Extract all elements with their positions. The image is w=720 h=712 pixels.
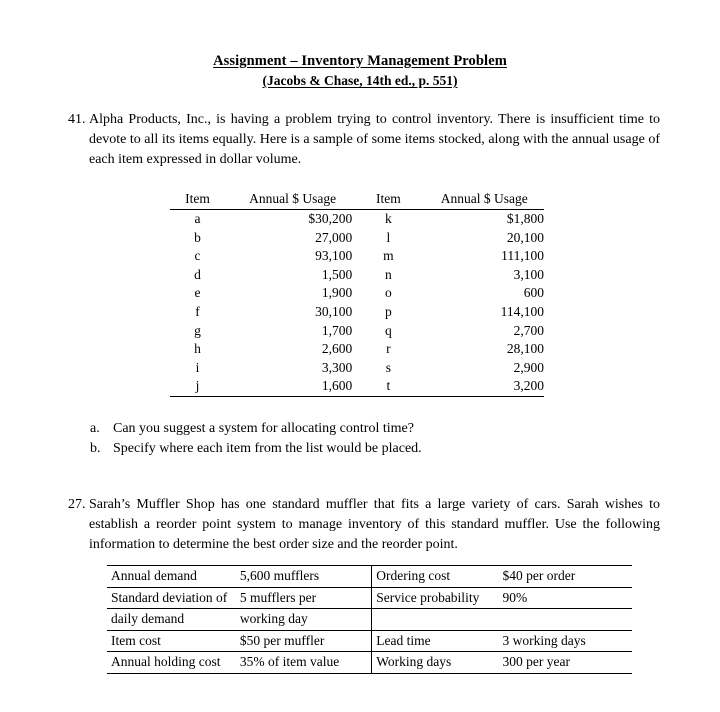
problem-41-text: Alpha Products, Inc., is having a problem trying to control inventory. There is insufficient time to devote to all its items equally. Here is a sample of some items stocked, along with the annual usage of each item expressed in dollar volume. xyxy=(89,112,660,167)
cell-item-left: i xyxy=(195,359,200,375)
item-usage-table-head xyxy=(170,190,544,210)
fact-label-annual-holding-cost: Annual holding cost xyxy=(107,652,236,674)
cell-usage-left: 93,100 xyxy=(315,248,353,264)
cell-usage-right: 28,100 xyxy=(506,341,544,357)
table-row xyxy=(107,630,632,652)
fact-label-std-deviation-cont: daily demand xyxy=(107,609,236,631)
cell-item-left: b xyxy=(194,229,201,245)
table-row xyxy=(170,266,544,285)
problem-27-number: 27. xyxy=(68,497,86,512)
cell-item-right: m xyxy=(383,248,394,264)
problem-41-number: 41. xyxy=(68,112,86,127)
fact-value-working-days: 300 per year xyxy=(499,652,632,674)
document-title xyxy=(0,52,720,90)
cell-item-right: q xyxy=(385,322,392,338)
fact-value-lead-time: 3 working days xyxy=(499,630,632,652)
fact-value-service-probability: 90% xyxy=(499,587,632,609)
table-row xyxy=(107,566,632,588)
subquestion-a-text: Can you suggest a system for allocating control time? xyxy=(113,421,414,436)
table-row-continuation xyxy=(107,609,632,631)
cell-item-right: k xyxy=(385,211,392,226)
table-row xyxy=(170,247,544,266)
header-item-left: Item xyxy=(185,191,210,206)
cell-usage-left: 1,600 xyxy=(321,378,353,394)
cell-item-left: c xyxy=(194,248,201,264)
cell-usage-right: 600 xyxy=(523,285,544,301)
cell-usage-right: 111,100 xyxy=(501,248,544,264)
fact-label-lead-time: Lead time xyxy=(372,630,499,652)
fact-value-annual-demand: 5,600 mufflers xyxy=(236,566,372,588)
cell-item-right: t xyxy=(386,378,391,394)
fact-label-ordering-cost: Ordering cost xyxy=(372,566,499,588)
subquestion-a xyxy=(90,419,422,439)
cell-usage-right: 114,100 xyxy=(500,303,544,319)
cell-usage-left: 1,500 xyxy=(321,266,353,282)
problem-41-subquestions xyxy=(90,419,422,458)
item-usage-table xyxy=(170,190,544,397)
item-usage-table-body xyxy=(170,210,544,397)
cell-item-right: l xyxy=(386,229,391,245)
fact-label-working-days: Working days xyxy=(372,652,499,674)
cell-item-right: s xyxy=(385,359,392,375)
header-item-right: Item xyxy=(376,191,401,206)
fact-label-item-cost: Item cost xyxy=(107,630,236,652)
table-header-row xyxy=(170,190,544,210)
table-row xyxy=(170,303,544,322)
fact-value-std-deviation: 5 mufflers per xyxy=(236,587,372,609)
cell-item-left: h xyxy=(194,341,201,357)
table-row xyxy=(170,210,544,229)
header-usage-left: Annual $ Usage xyxy=(249,191,337,206)
fact-value-annual-holding-cost: 35% of item value xyxy=(236,652,372,674)
table-row xyxy=(107,652,632,674)
cell-item-left: f xyxy=(195,303,200,319)
fact-label-annual-demand: Annual demand xyxy=(107,566,236,588)
problem-27-text: Sarah’s Muffler Shop has one standard muffler that fits a large variety of cars. Sarah wishes to establish a reorder point system to manage inventory of this standard muffler. Use the following information to determine the best order size and the reorder point. xyxy=(89,497,660,552)
cell-usage-left: 1,700 xyxy=(321,322,353,338)
cell-usage-left: 30,100 xyxy=(315,303,353,319)
title-text-main: Assignment – Inventory Management Problem xyxy=(213,53,507,69)
cell-item-left: g xyxy=(194,322,201,338)
table-row xyxy=(170,322,544,341)
cell-usage-right: 3,200 xyxy=(513,378,544,394)
table-row xyxy=(170,284,544,303)
cell-item-left: a xyxy=(194,211,201,226)
cell-usage-left: 1,900 xyxy=(321,285,353,301)
cell-item-right: r xyxy=(386,341,391,357)
cell-usage-left: 2,600 xyxy=(321,341,353,357)
cell-item-left: d xyxy=(194,266,201,282)
cell-usage-right: 3,100 xyxy=(513,266,544,282)
problem-41 xyxy=(68,110,660,170)
subquestion-b-text: Specify where each item from the list would be placed. xyxy=(113,440,422,456)
fact-label-empty xyxy=(372,609,499,631)
table-row xyxy=(170,359,544,378)
cell-usage-right: $1,800 xyxy=(506,211,544,226)
subquestion-a-marker: a. xyxy=(90,421,100,436)
subquestion-b xyxy=(90,439,422,459)
table-row xyxy=(170,340,544,359)
fact-value-item-cost: $50 per muffler xyxy=(236,630,372,652)
cell-item-right: o xyxy=(385,285,392,301)
muffler-facts-table-body xyxy=(107,566,632,674)
subquestion-b-marker: b. xyxy=(90,440,101,456)
cell-usage-right: 2,700 xyxy=(513,322,544,338)
cell-usage-left: 27,000 xyxy=(315,229,353,245)
cell-item-right: p xyxy=(385,303,392,319)
cell-item-right: n xyxy=(385,266,392,282)
cell-usage-left: 3,300 xyxy=(321,359,353,375)
fact-label-service-probability: Service probability xyxy=(372,587,499,609)
fact-value-empty xyxy=(499,609,632,631)
cell-item-left: e xyxy=(194,285,201,301)
problem-27 xyxy=(68,495,660,555)
table-row xyxy=(170,377,544,396)
title-line-secondary xyxy=(0,71,720,90)
table-row xyxy=(107,587,632,609)
cell-usage-right: 2,900 xyxy=(513,359,544,375)
cell-usage-right: 20,100 xyxy=(506,229,544,245)
cell-item-left: j xyxy=(195,378,200,394)
title-text-citation: (Jacobs & Chase, 14th ed., p. 551) xyxy=(262,73,458,88)
muffler-facts-table xyxy=(107,565,632,674)
cell-usage-left: $30,200 xyxy=(308,211,353,226)
table-row xyxy=(170,229,544,248)
fact-value-std-deviation-cont: working day xyxy=(236,609,372,631)
header-usage-right: Annual $ Usage xyxy=(440,191,528,206)
fact-value-ordering-cost: $40 per order xyxy=(499,566,632,588)
title-line-primary xyxy=(0,52,720,71)
fact-label-std-deviation: Standard deviation of xyxy=(107,587,236,609)
